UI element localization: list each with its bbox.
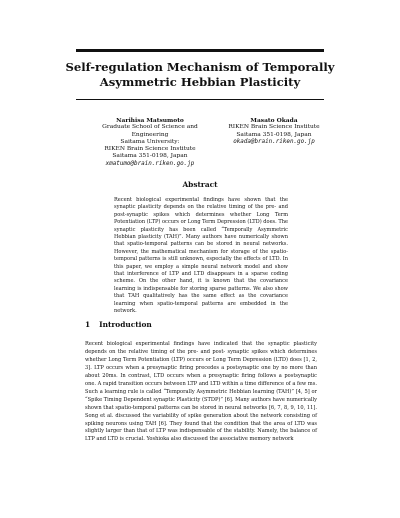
section-number: 1 xyxy=(85,320,91,329)
author-block-2 xyxy=(228,117,320,146)
title-top-rule xyxy=(76,49,324,52)
author-affiliation: Saitama 351-0198, Japan xyxy=(112,153,188,160)
author-affiliation: RIKEN Brain Science Institute xyxy=(228,124,320,131)
author-name: Narihisa Matsumoto xyxy=(116,117,184,124)
section-heading xyxy=(85,320,152,329)
section-body xyxy=(85,341,317,444)
title-bottom-rule xyxy=(76,99,324,100)
paper-title: Self-regulation Mechanism of Temporally Asymmetric Hebbian Plasticity xyxy=(65,60,335,89)
author-affiliation: RIKEN Brain Science Institute xyxy=(104,146,196,153)
author-affiliation: Graduate School of Science and Engineering xyxy=(102,124,198,138)
abstract-text: Recent biological experimental findings have shown that the synaptic plasticity depends on the relative timing of the pre- and post-synaptic spikes which determines whether Long Term Potentiation (LTP) occurs or Long Term Depression (LTD) does. The synaptic plasticity has been called “Temporally Asymmetric Hebbian plasticity (TAH)”. Many authors have numerically shown that spatio-temporal patterns can be stored in neural networks. However, the mathematical mechanism for storage of the spatio-temporal patterns is still unknown, especially the effects of LTD. In this paper, we employ a simple neural network model and show that interference of LTP and LTD disappears in a sparse coding scheme. On the other hand, it is known that the covariance learning is indispensable for storing sparse patterns. We also show that TAH qualitatively has the same effect as the covariance learning when spatio-temporal patterns are embedded in the network. xyxy=(114,197,288,315)
abstract-heading: Abstract xyxy=(182,180,218,189)
author-affiliation: Saitama University: xyxy=(120,138,180,145)
author-email: xmatumo@brain.riken.go.jp xyxy=(105,160,195,167)
author-affiliation: Saitama 351-0198, Japan xyxy=(236,131,312,138)
author-name: Masato Okada xyxy=(250,117,298,124)
author-email: okada@brain.riken.go.jp xyxy=(233,138,315,145)
body-paragraph: Recent biological experimental findings have indicated that the synaptic plasticity depends on the relative timing of the pre- and post- synaptic spikes which determines whether Long Term Potentiation (LTP) occurs or Long Term Depression (LTD) does [1, 2, 3]. LTP occurs when a presynaptic firing precedes a postsynaptic one by no more than about 20ms. In contrast, LTD occurs when a presynaptic firing follows a postsynaptic one. A rapid transition occurs between LTP and LTD within a time difference of a few ms. Such a learning rule is called “Temporally Asymmetric Hebbian learning (TAH)” [4, 5] or “Spike Timing Dependent synaptic Plasticity (STDP)” [6]. Many authors have numerically shown that spatio-temporal patterns can be stored in neural networks [6, 7, 8, 9, 10, 11]. Song et al. discussed the variability of spike generation about the network consisting of spiking neurons using TAH [6]. They found that the condition that the area of LTD was slightly larger than that of LTP was indispensable of the stability. Namely, the balance of LTP and LTD is crucial. Yoshioka also discussed the associative memory network xyxy=(85,341,317,443)
author-block-1 xyxy=(84,117,216,168)
section-title: Introduction xyxy=(99,320,152,329)
